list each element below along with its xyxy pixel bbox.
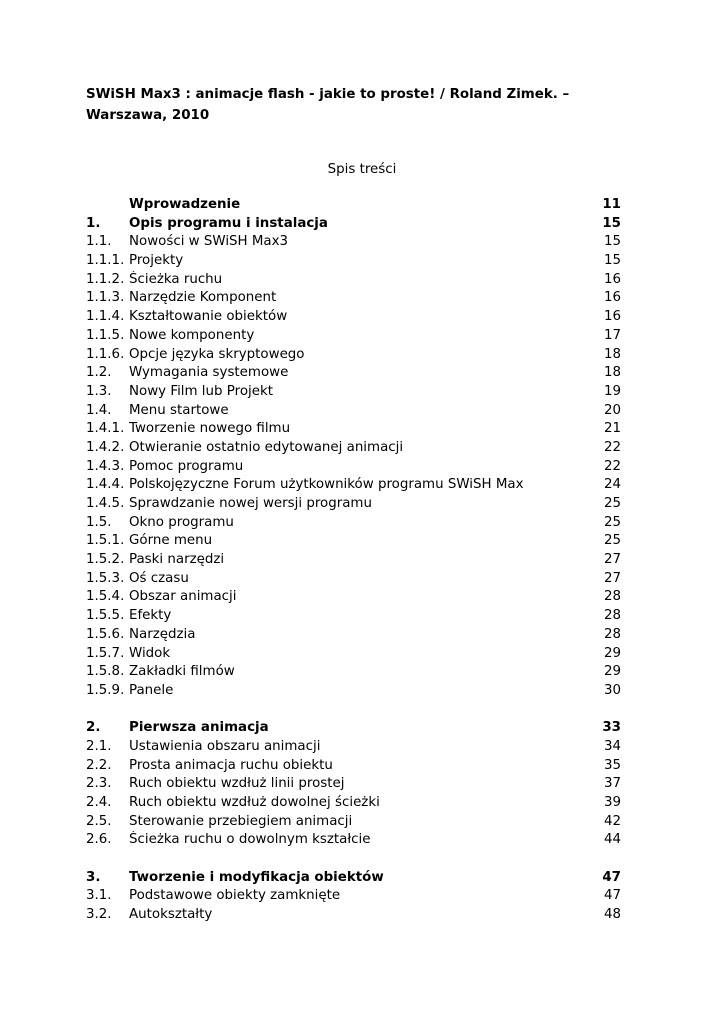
toc-page-number: 47 — [602, 869, 621, 885]
toc-number: 2.5. — [86, 813, 112, 829]
toc-number: 3.2. — [86, 907, 112, 923]
toc-row — [86, 738, 621, 757]
toc-page-number: 15 — [602, 215, 621, 231]
toc-chapter-row — [86, 869, 621, 888]
toc-spacer — [86, 850, 621, 869]
toc-number: 1.5.1. — [86, 533, 125, 549]
toc-page-number: 33 — [602, 720, 621, 736]
toc-spacer — [86, 701, 621, 720]
toc-number: 1.1.6. — [86, 346, 125, 362]
toc-number: 1.1. — [86, 234, 112, 250]
toc-page-number: 15 — [603, 253, 621, 269]
toc-row — [86, 476, 621, 495]
toc-page-number: 20 — [603, 402, 621, 418]
toc-page-number: 37 — [603, 776, 621, 792]
toc-number: 2.2. — [86, 757, 112, 773]
toc-page-number: 28 — [603, 626, 621, 642]
toc-entry-title: Polskojęzyczne Forum użytkowników programu SWiSH Max — [129, 477, 524, 493]
toc-page-number: 35 — [603, 757, 621, 773]
toc-page-number: 11 — [602, 197, 621, 212]
toc-page-number: 47 — [603, 888, 621, 904]
toc-entry-title: Efekty — [129, 608, 172, 624]
toc-page-number: 28 — [603, 608, 621, 624]
toc-page-number: 29 — [603, 645, 621, 661]
toc-number: 3.1. — [86, 888, 112, 904]
toc-entry-title: Opcje języka skryptowego — [129, 346, 305, 362]
toc-row — [86, 364, 621, 383]
toc-number: 1.1.2. — [86, 271, 125, 287]
toc-number: 1.4.2. — [86, 439, 125, 455]
toc-row — [86, 458, 621, 477]
toc-row — [86, 271, 621, 290]
toc-number: 1.1.5. — [86, 327, 125, 343]
toc-entry-title: Paski narzędzi — [129, 552, 225, 568]
toc-entry-title: Oś czasu — [129, 570, 189, 586]
toc-page-number: 28 — [603, 589, 621, 605]
toc-row — [86, 682, 621, 701]
toc-page-number: 18 — [603, 365, 621, 381]
toc-number: 1.1.3. — [86, 290, 125, 306]
toc-page-number: 30 — [603, 682, 621, 698]
toc-row — [86, 346, 621, 365]
table-of-contents — [86, 196, 621, 925]
toc-entry-title: Obszar animacji — [129, 589, 237, 605]
toc-number: 1.4.1. — [86, 421, 125, 437]
toc-page-number: 27 — [603, 552, 621, 568]
toc-number: 3. — [86, 869, 101, 885]
toc-row — [86, 551, 621, 570]
toc-number: 1.5.3. — [86, 570, 125, 586]
toc-row — [86, 813, 621, 832]
toc-entry-title: Narzędzia — [129, 626, 196, 642]
toc-entry-title: Sprawdzanie nowej wersji programu — [129, 496, 372, 511]
toc-row — [86, 233, 621, 252]
toc-entry-title: Ruch obiektu wzdłuż dowolnej ścieżki — [129, 795, 380, 810]
toc-row — [86, 532, 621, 551]
toc-chapter-row — [86, 719, 621, 738]
toc-entry-title: Tworzenie nowego filmu — [129, 421, 291, 437]
toc-row — [86, 514, 621, 533]
toc-number: 1.2. — [86, 365, 112, 381]
toc-entry-title: Kształtowanie obiektów — [129, 309, 288, 325]
toc-page-number: 18 — [603, 346, 621, 362]
toc-page-number: 42 — [603, 813, 621, 829]
toc-number: 2.6. — [86, 832, 112, 848]
toc-number: 2. — [86, 720, 101, 736]
toc-number: 2.4. — [86, 795, 112, 810]
bibliographic-header — [86, 84, 626, 126]
toc-entry-title: Ustawienia obszaru animacji — [129, 738, 321, 754]
toc-number: 1.5.9. — [86, 682, 125, 698]
toc-number: 1.5.8. — [86, 664, 125, 680]
toc-entry-title: Otwieranie ostatnio edytowanej animacji — [129, 439, 404, 455]
toc-entry-title: Prosta animacja ruchu obiektu — [129, 757, 333, 773]
toc-page-number: 19 — [603, 383, 621, 399]
toc-entry-title: Nowości w SWiSH Max3 — [129, 234, 289, 250]
toc-page-number: 25 — [603, 496, 621, 511]
toc-chapter-row — [86, 196, 621, 215]
toc-number: 1.5.5. — [86, 608, 125, 624]
toc-page-number: 27 — [603, 570, 621, 586]
toc-row — [86, 327, 621, 346]
toc-entry-title: Nowy Film lub Projekt — [129, 383, 273, 399]
toc-page-number: 39 — [603, 795, 621, 810]
toc-row — [86, 252, 621, 271]
toc-page-number: 24 — [603, 477, 621, 493]
toc-row — [86, 626, 621, 645]
toc-number: 1.3. — [86, 383, 112, 399]
toc-entry-title: Ścieżka ruchu o dowolnym kształcie — [129, 832, 371, 848]
toc-entry-title: Nowe komponenty — [129, 327, 255, 343]
toc-number: 1.4.5. — [86, 496, 125, 511]
toc-entry-title: Ścieżka ruchu — [129, 271, 223, 287]
toc-page-number: 34 — [603, 738, 621, 754]
toc-row — [86, 308, 621, 327]
toc-number: 1.5.2. — [86, 552, 125, 568]
toc-row — [86, 439, 621, 458]
header-line-1: SWiSH Max3 : animacje flash - jakie to proste! / Roland Zimek. – — [86, 87, 570, 102]
toc-entry-title: Narzędzie Komponent — [129, 290, 277, 306]
toc-row — [86, 757, 621, 776]
toc-row — [86, 588, 621, 607]
toc-number — [86, 196, 129, 215]
toc-row — [86, 383, 621, 402]
toc-entry-title: Panele — [129, 682, 174, 698]
toc-number: 1.5.6. — [86, 626, 125, 642]
toc-page-number: 25 — [603, 533, 621, 549]
toc-number: 1.4.3. — [86, 458, 125, 474]
toc-page-number: 44 — [603, 832, 621, 848]
toc-row — [86, 289, 621, 308]
toc-row — [86, 420, 621, 439]
toc-row — [86, 794, 621, 813]
toc-page-number: 22 — [603, 439, 621, 455]
toc-entry-title: Autokształty — [129, 907, 213, 923]
toc-entry-title: Projekty — [129, 253, 184, 269]
toc-page-number: 16 — [603, 290, 621, 306]
toc-row — [86, 775, 621, 794]
toc-entry-title: Górne menu — [129, 533, 213, 549]
toc-entry-title: Podstawowe obiekty zamknięte — [129, 888, 341, 904]
toc-entry-title: Tworzenie i modyfikacja obiektów — [129, 869, 384, 885]
toc-number: 1.1.4. — [86, 309, 125, 325]
toc-entry-title: Wprowadzenie — [129, 197, 241, 212]
toc-row — [86, 570, 621, 589]
toc-number: 1.5. — [86, 514, 112, 530]
toc-page-number: 48 — [603, 907, 621, 923]
toc-entry-title: Pomoc programu — [129, 458, 244, 474]
toc-number: 1. — [86, 215, 101, 231]
toc-entry-title: Sterowanie przebiegiem animacji — [129, 813, 353, 829]
toc-entry-title: Opis programu i instalacja — [129, 215, 328, 231]
toc-number: 1.5.7. — [86, 645, 125, 661]
toc-number: 1.4.4. — [86, 477, 125, 493]
toc-row — [86, 495, 621, 514]
toc-entry-title: Pierwsza animacja — [129, 720, 269, 736]
toc-page-number: 15 — [603, 234, 621, 250]
toc-row — [86, 645, 621, 664]
toc-number: 1.1.1. — [86, 253, 125, 269]
toc-entry-title: Menu startowe — [129, 402, 229, 418]
toc-title: Spis treści — [327, 162, 397, 177]
toc-row — [86, 831, 621, 850]
toc-page-number: 16 — [603, 271, 621, 287]
toc-entry-title: Ruch obiektu wzdłuż linii prostej — [129, 776, 345, 792]
toc-entry-title: Widok — [129, 645, 171, 661]
header-line-2: Warszawa, 2010 — [86, 108, 210, 123]
toc-row — [86, 887, 621, 906]
toc-page-number: 29 — [603, 664, 621, 680]
toc-chapter-row — [86, 215, 621, 234]
toc-number: 1.4. — [86, 402, 112, 418]
toc-row — [86, 663, 621, 682]
toc-number: 2.3. — [86, 776, 112, 792]
toc-page-number: 22 — [603, 458, 621, 474]
toc-number: 2.1. — [86, 738, 112, 754]
toc-page-number: 16 — [603, 309, 621, 325]
toc-page-number: 21 — [603, 421, 621, 437]
toc-row — [86, 607, 621, 626]
toc-row — [86, 906, 621, 925]
toc-page-number: 17 — [603, 327, 621, 343]
toc-row — [86, 402, 621, 421]
toc-entry-title: Zakładki filmów — [129, 664, 235, 680]
toc-entry-title: Okno programu — [129, 514, 234, 530]
toc-entry-title: Wymagania systemowe — [129, 365, 289, 381]
toc-number: 1.5.4. — [86, 589, 125, 605]
toc-page-number: 25 — [603, 514, 621, 530]
